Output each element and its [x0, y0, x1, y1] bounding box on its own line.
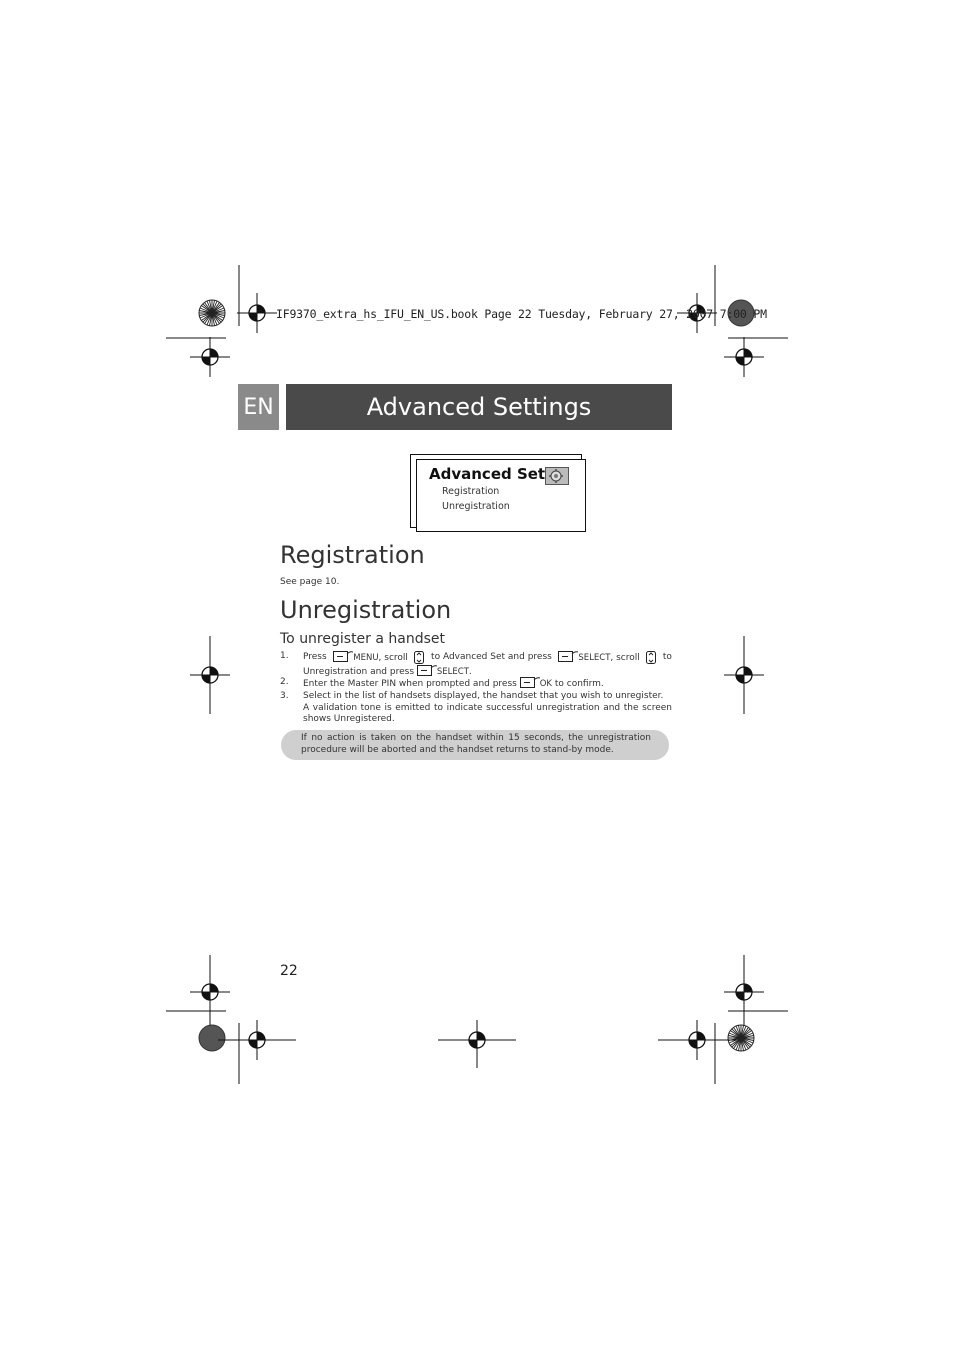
- note-box: [281, 730, 669, 760]
- step-text: to Advanced Set and press: [431, 652, 552, 662]
- screen-item-unregistration: Unregistration: [442, 501, 510, 512]
- registration-heading: Registration: [280, 541, 425, 569]
- screen-illustration: [416, 459, 586, 532]
- note-text: If no action is taken on the handset within 15 seconds, the unregistration procedure will be aborted and the handset returns to stand-by mode.: [301, 733, 651, 755]
- step-number: 2.: [280, 677, 289, 687]
- step-number: 3.: [280, 691, 289, 701]
- step-text: , scroll: [378, 653, 408, 663]
- scroll-key-icon: [414, 651, 424, 664]
- softkey-left-icon: [333, 651, 353, 662]
- registration-text: See page 10.: [280, 577, 340, 587]
- file-header: IF9370_extra_hs_IFU_EN_US.book Page 22 Tuesday, February 27, 2007 7:00 PM: [276, 307, 767, 321]
- key-label-select: SELECT: [578, 653, 611, 663]
- step-text: to confirm.: [554, 679, 604, 689]
- unregistration-heading: Unregistration: [280, 596, 452, 624]
- gear-icon: [545, 467, 569, 485]
- page-number: 22: [280, 963, 298, 979]
- screen-item-registration: Registration: [442, 486, 500, 497]
- softkey-left-icon: [520, 677, 540, 688]
- step-text: , scroll: [610, 653, 640, 663]
- step-text: Press: [303, 652, 327, 662]
- scroll-key-icon: [646, 651, 656, 664]
- unregistration-subheading: To unregister a handset: [280, 631, 446, 647]
- step-text: Unregistration and press: [303, 666, 415, 677]
- step-text: to: [662, 652, 672, 662]
- softkey-left-icon: [417, 665, 437, 676]
- step-number: 1.: [280, 651, 289, 661]
- step-text: A validation tone is emitted to indicate successful unregistration and the screen shows Unregistered.: [303, 702, 672, 724]
- screen-title: Advanced Set: [429, 465, 546, 483]
- language-tab: EN: [238, 384, 279, 430]
- softkey-left-icon: [558, 651, 578, 662]
- key-label-menu: MENU: [353, 653, 379, 663]
- page-title: Advanced Settings: [286, 384, 672, 430]
- step-text: Enter the Master PIN when prompted and press: [303, 679, 517, 689]
- key-label-ok: OK: [539, 679, 552, 689]
- step-text: Select in the list of handsets displayed, the handset that you wish to unregister.: [303, 691, 664, 701]
- step-text: .: [468, 666, 472, 677]
- step-2: [280, 677, 672, 689]
- key-label-select: SELECT: [436, 666, 469, 677]
- step-1: [280, 651, 672, 675]
- step-3: [280, 691, 672, 727]
